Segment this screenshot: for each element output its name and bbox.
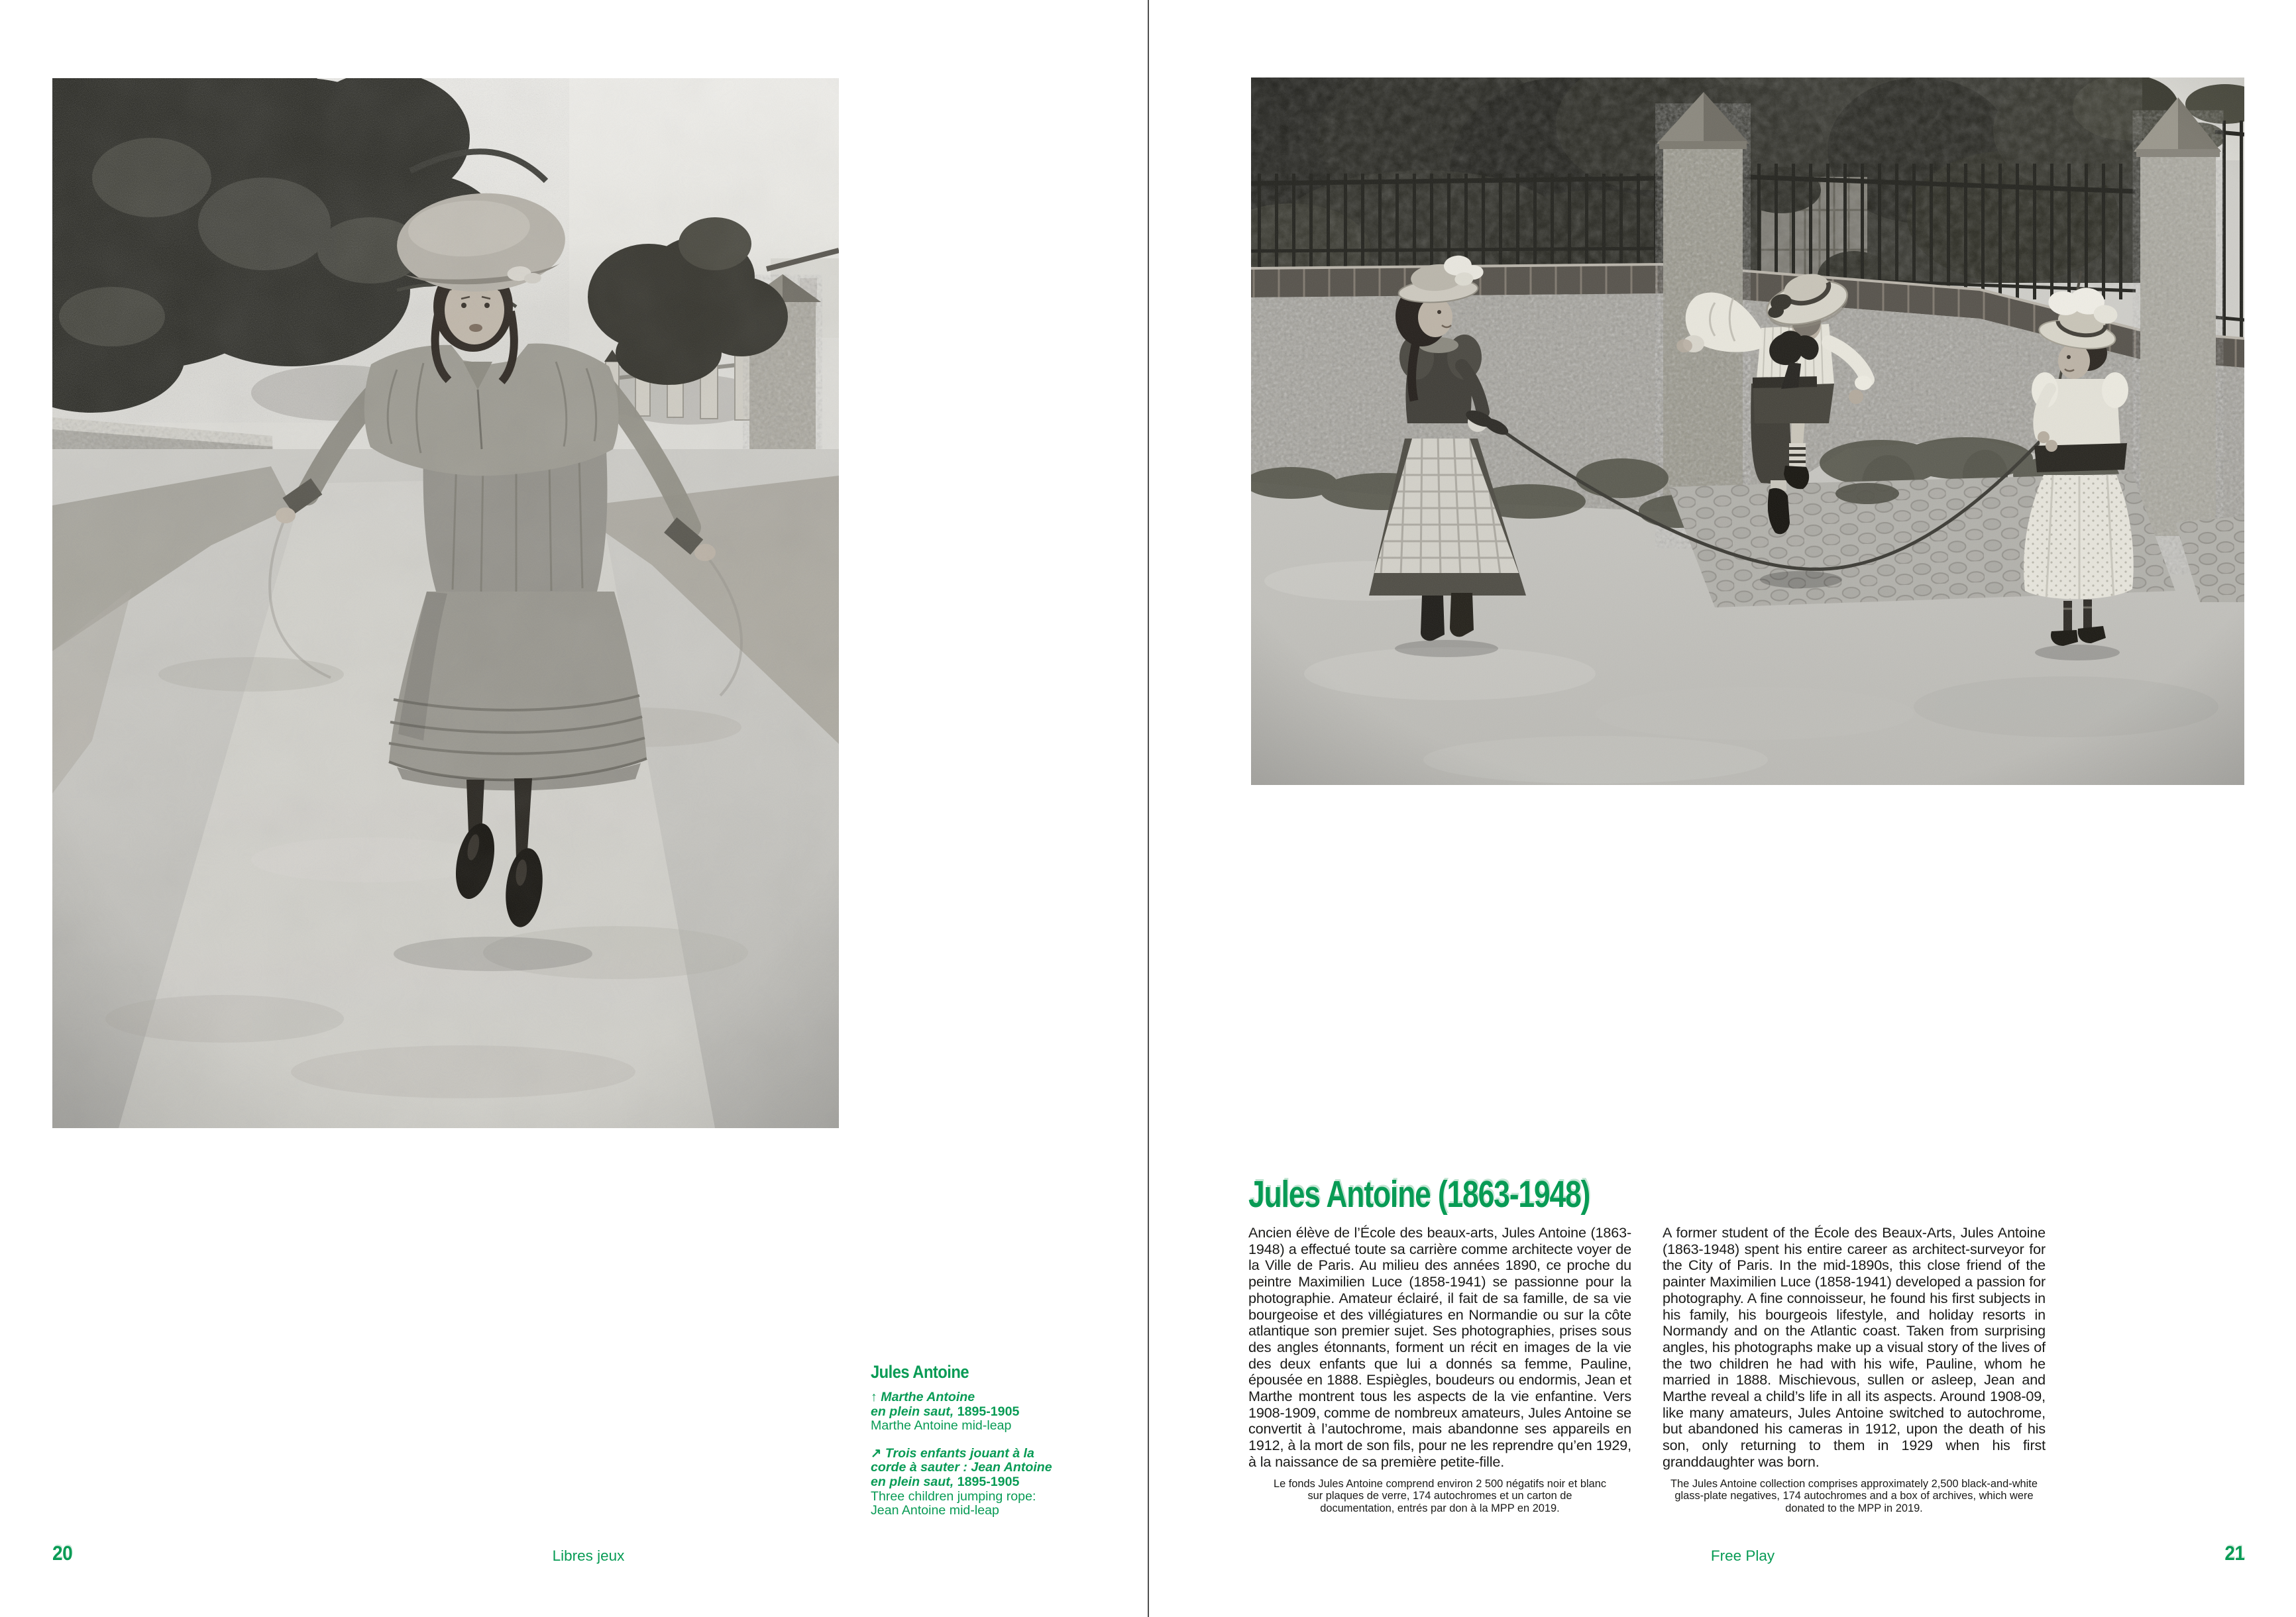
up-right-arrow-icon: ↗ — [871, 1445, 882, 1461]
caption-title-fr: Trois enfants jouant à la — [885, 1445, 1034, 1461]
column-english — [1663, 1225, 2046, 1515]
photo-three-children-jumping-rope — [1251, 78, 2244, 785]
photo-marthe-illustration — [52, 78, 839, 1128]
english-collection-note: The Jules Antoine collection comprises approximately 2,500 black-and-white glass-plate negatives, 174 autochromes and a box of archives, which were donated to the MPP in 2019. — [1670, 1477, 2038, 1515]
page-number-left: 20 — [52, 1541, 73, 1565]
caption-title-fr: Marthe Antoine — [881, 1390, 975, 1404]
article-title: Jules Antoine (1863-1948) — [1248, 1173, 1590, 1216]
english-body-text: A former student of the École des Beaux-Arts, Jules Antoine (1863-1948) spent his entire career as architect-surveyor for the City of Paris. In the mid-1890s, this close friend of the painter Maximilien Luce (1858-1941) developed a passion for photography. A fine connoisseur, he found his first subjects in his family, his bourgeois lifestyle, and holiday resorts in Normandy and on the Atlantic coast. Taken from surprising angles, his photographs make up a visual story of the lives of the two children he had with his wife, Pauline, whom he married in 1888. Mischievous, sullen or asleep, Jean and Marthe reveal a child’s life in all its aspects. Around 1908-09, like many amateurs, Jules Antoine switched to autochrome, but abandoned his cameras in 1912, upon the death of his son, only returning to them in 1929 when his first granddaughter was born. — [1663, 1224, 2046, 1470]
photo-three-children-illustration — [1251, 78, 2244, 785]
caption-date: 1895-1905 — [957, 1474, 1020, 1489]
caption-heading: Jules Antoine — [871, 1362, 969, 1382]
caption-item-marthe: ↑ Marthe Antoine en plein saut, 1895-1905 Marthe Antoine mid-leap — [871, 1390, 1162, 1434]
caption-item-three-children: ↗ Trois enfants jouant à la corde à sauter : Jean Antoine en plein saut, 1895-1905 Three children jumping rope: Jean Antoine mid-leap — [871, 1447, 1162, 1518]
french-body-text: Ancien élève de l’École des beaux-arts, Jules Antoine (1863-1948) a effectué toute sa carrière comme architecte voyer de la Ville de Paris. Au milieu des années 1890, ce proche du peintre Maximilien Luce (1858-1941) se passionne pour la photographie. Amateur éclairé, il fait de sa famille, de sa vie bourgeoise et des villégiatures en Normandie ou sur la côte atlantique son premier sujet. Ses photographies, prises sous des angles étonnants, forment un récit en images de la vie des deux enfants que lui a donnés sa femme, Pauline, épousée en 1888. Espiègles, boudeurs ou endormis, Jean et Marthe montrent tous les aspects de la vie enfantine. Vers 1908-1909, comme de nombreux amateurs, Jules Antoine se convertit à l’autochrome, mais abandonne ses appareils en 1912, à la mort de son fils, pour ne les reprendre qu’en 1929, à la naissance de sa première petite-fille. — [1248, 1224, 1631, 1470]
page-number-right: 21 — [2224, 1541, 2244, 1565]
running-title-right: Free Play — [1710, 1547, 1775, 1564]
column-french — [1248, 1225, 1631, 1515]
up-arrow-icon: ↑ — [871, 1390, 877, 1404]
article-columns — [1248, 1225, 2046, 1515]
french-collection-note: Le fonds Jules Antoine comprend environ 2 500 négatifs noir et blanc sur plaques de verre, 174 autochromes et un carton de documentation, entrés par don à la MPP en 2019. — [1273, 1477, 1607, 1515]
vignette — [52, 78, 839, 1128]
vignette — [1251, 78, 2244, 785]
caption-title-en: Marthe Antoine mid-leap — [871, 1418, 1012, 1434]
caption-title-en: Three children jumping rope: — [871, 1488, 1036, 1504]
caption-block — [871, 1362, 1162, 1532]
running-title-left: Libres jeux — [552, 1547, 625, 1564]
caption-date: 1895-1905 — [957, 1404, 1020, 1419]
photo-marthe-mid-leap — [52, 78, 839, 1128]
